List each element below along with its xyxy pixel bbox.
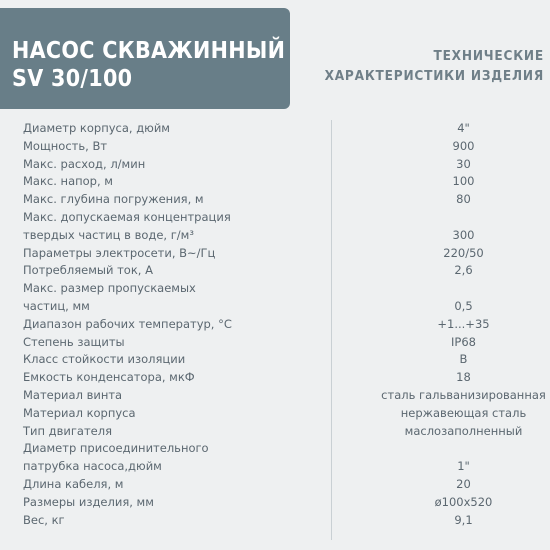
spec-label: Степень защиты [23, 334, 125, 349]
spec-row [0, 208, 550, 226]
title-box [0, 8, 290, 109]
spec-row [0, 190, 550, 208]
spec-row [0, 475, 550, 493]
spec-label: Макс. расход, л/мин [23, 156, 146, 171]
spec-row [0, 137, 550, 155]
spec-value: 9,1 [454, 512, 473, 527]
spec-row [0, 297, 550, 315]
spec-value: 220/50 [443, 245, 484, 260]
spec-value: B [459, 352, 468, 367]
spec-label: Длина кабеля, м [23, 477, 124, 491]
spec-row [0, 172, 550, 190]
section-title-line1: ТЕХНИЧЕСКИЕ [433, 48, 544, 64]
spec-label: Материал корпуса [23, 405, 136, 420]
spec-label: Тип двигателя [23, 423, 113, 438]
spec-value: сталь гальванизированная [381, 388, 546, 402]
spec-row [0, 261, 550, 279]
spec-row [0, 350, 550, 368]
spec-row [0, 511, 550, 529]
section-title-line2: ХАРАКТЕРИСТИКИ ИЗДЕЛИЯ [324, 68, 544, 84]
spec-label: частиц, мм [23, 299, 90, 313]
spec-label: Емкость конденсатора, мкФ [23, 370, 195, 385]
spec-row [0, 404, 550, 422]
spec-value: 100 [452, 174, 475, 189]
spec-row [0, 279, 550, 297]
spec-row [0, 315, 550, 333]
spec-row [0, 226, 550, 244]
spec-label: Диаметр корпуса, дюйм [23, 121, 170, 135]
spec-row [0, 422, 550, 440]
spec-value: 900 [452, 138, 475, 153]
spec-label: Мощность, Вт [23, 138, 108, 153]
spec-value: IP68 [451, 334, 476, 349]
spec-value: нержавеющая сталь [400, 405, 527, 420]
spec-label: патрубка насоса,дюйм [23, 459, 162, 474]
spec-label: Параметры электросети, В~/Гц [23, 245, 216, 260]
spec-row [0, 119, 550, 137]
product-title: НАСОС СКВАЖИННЫЙ [12, 38, 286, 64]
spec-label: Размеры изделия, мм [23, 494, 154, 509]
spec-value: 2,6 [454, 263, 473, 278]
spec-label: Потребляемый ток, А [23, 263, 153, 278]
spec-value: 18 [456, 370, 471, 385]
spec-label: Макс. глубина погружения, м [23, 192, 204, 207]
spec-value: 1" [457, 459, 470, 474]
spec-row [0, 439, 550, 457]
spec-label: Класс стойкости изоляции [23, 352, 186, 367]
spec-row [0, 155, 550, 173]
spec-label: Макс. допускаемая концентрация [23, 210, 231, 224]
spec-value: маслозаполненный [404, 423, 523, 438]
spec-label: Диапазон рабочих температур, °C [23, 316, 232, 331]
spec-value: ø100x520 [434, 494, 493, 509]
spec-value: 20 [456, 477, 471, 491]
spec-label: Диаметр присоединительного [23, 441, 209, 456]
spec-value: 0,5 [454, 299, 473, 313]
spec-row [0, 457, 550, 475]
spec-row [0, 333, 550, 351]
spec-label: Макс. размер пропускаемых [23, 281, 196, 296]
spec-row [0, 493, 550, 511]
spec-value: 4" [457, 121, 470, 135]
spec-value: 30 [456, 156, 471, 171]
spec-label: Материал винта [23, 388, 123, 402]
spec-label: Вес, кг [23, 512, 65, 527]
spec-value: +1...+35 [437, 316, 490, 331]
spec-label: Макс. напор, м [23, 174, 113, 189]
spec-row [0, 386, 550, 404]
spec-row [0, 368, 550, 386]
spec-row [0, 244, 550, 262]
spec-value: 80 [456, 192, 471, 207]
spec-label: твердых частиц в воде, г/м³ [23, 227, 194, 242]
product-model: SV 30/100 [12, 66, 133, 92]
spec-value: 300 [452, 227, 475, 242]
